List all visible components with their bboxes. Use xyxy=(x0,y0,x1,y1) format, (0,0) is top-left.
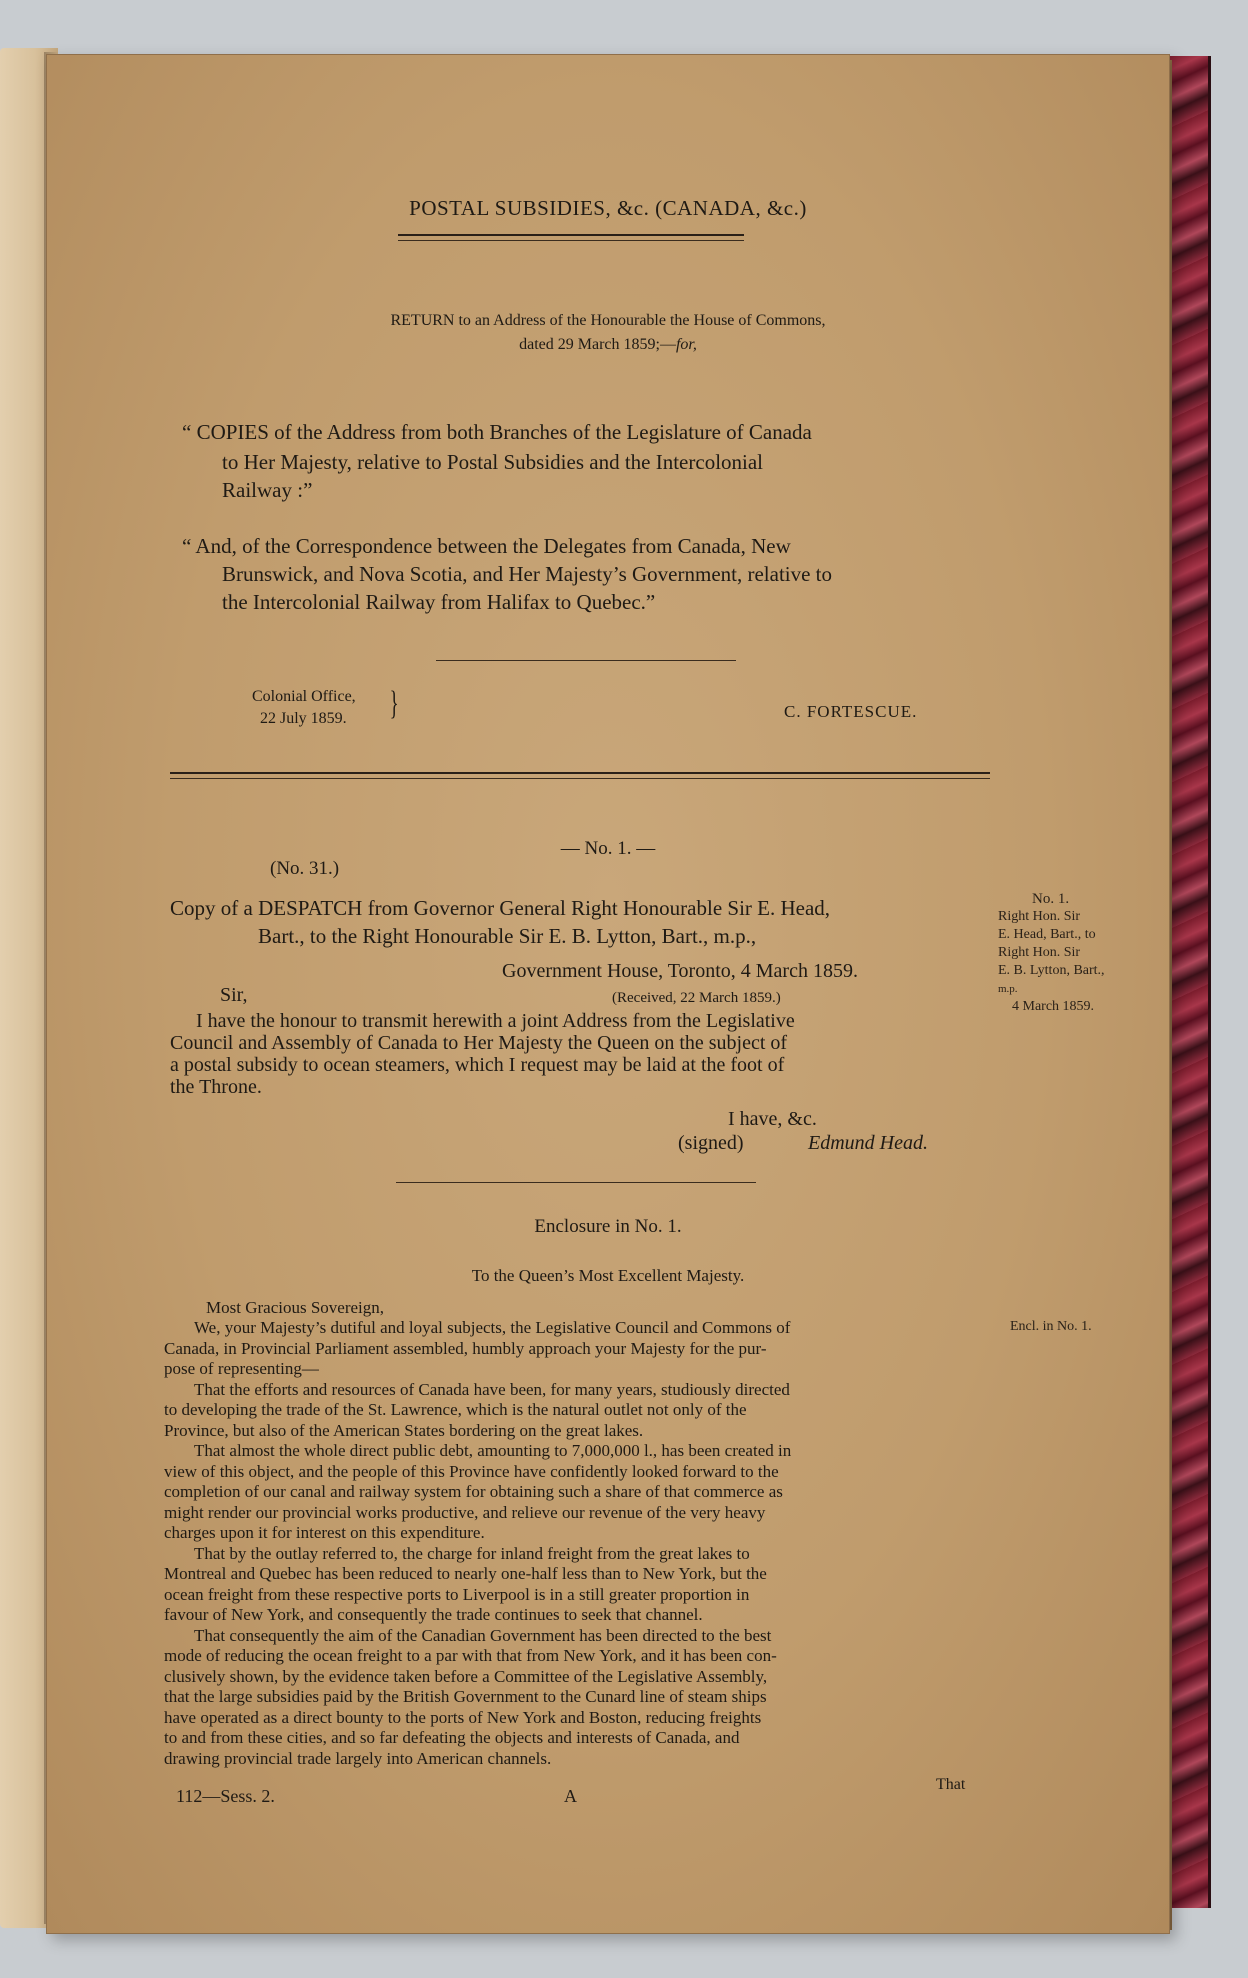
copies-para-2-line-1: “ And, of the Correspondence between the Delegates from Canada, New xyxy=(182,534,791,558)
enclosure-line: completion of our canal and railway system for obtaining such a share of that commerce as xyxy=(164,1482,783,1501)
enclosure-line: view of this object, and the people of this Province have confidently looked forward to the xyxy=(164,1461,779,1481)
enclosure-line: have operated as a direct bounty to the ports of New York and Boston, reducing freights xyxy=(164,1707,762,1727)
enclosure-line: mode of reducing the ocean freight to a par with that from New York, and it has been con- xyxy=(164,1646,777,1665)
enclosure-line: favour of New York, and consequently the trade continues to seek that channel. xyxy=(164,1605,703,1624)
enclosure-line: clusively shown, by the evidence taken before a Committee of the Legislative Assembly, xyxy=(164,1666,768,1686)
enclosure-heading: Enclosure in No. 1. xyxy=(534,1216,682,1237)
enclosure-line: ocean freight from these respective ports to Liverpool is in a still greater proportion in xyxy=(164,1584,750,1604)
footer-catchword: That xyxy=(936,1776,966,1793)
enclosure-line: that the large subsidies paid by the British Government to the Cunard line of steam ships xyxy=(164,1687,767,1706)
despatch-body-2: Council and Assembly of Canada to Her Majesty the Queen on the subject of xyxy=(170,1032,788,1054)
title-rule-bottom xyxy=(398,240,744,241)
copies-para-1-line-3: Railway :” xyxy=(222,478,313,502)
despatch-body-4: the Throne. xyxy=(170,1076,262,1098)
enclosure-line: drawing provincial trade largely into American channels. xyxy=(164,1748,552,1768)
document-page xyxy=(46,54,1170,1934)
enclosure-line: Montreal and Quebec has been reduced to nearly one-half less than to New York, but the xyxy=(164,1564,767,1583)
enclosure-line: charges upon it for interest on this expenditure. xyxy=(164,1523,485,1542)
enclosure-line: pose of representing— xyxy=(164,1359,319,1378)
margin-line: E. B. Lytton, Bart., xyxy=(998,963,1105,978)
title-rule-top xyxy=(398,234,744,236)
enclosure-divider xyxy=(396,1182,756,1183)
section-divider-short xyxy=(436,660,736,661)
copies-para-2-line-2: Brunswick, and Nova Scotia, and Her Majesty’s Government, relative to xyxy=(222,562,833,586)
footer-session: 112—Sess. 2. xyxy=(176,1786,275,1806)
margin-despatch xyxy=(998,890,1148,1016)
signoff-brace: } xyxy=(389,685,399,722)
return-date: dated 29 March 1859;— xyxy=(519,336,676,353)
margin-line: 4 March 1859. xyxy=(1012,999,1095,1014)
despatch-signed: (signed) xyxy=(678,1132,744,1154)
enclosure-to: To the Queen’s Most Excellent Majesty. xyxy=(471,1266,745,1285)
return-line-1: RETURN to an Address of the Honourable the House of Commons, xyxy=(390,312,826,329)
margin-line: E. Head, Bart., to xyxy=(998,927,1096,942)
despatch-closing: I have, &c. xyxy=(728,1108,817,1130)
copies-para-1-line-2: to Her Majesty, relative to Postal Subsidies and the Intercolonial xyxy=(222,450,764,474)
copies-para-1-line-1: “ COPIES of the Address from both Branches of the Legislature of Canada xyxy=(182,420,812,444)
enclosure-line: to developing the trade of the St. Lawrence, which is the natural outlet not only of the xyxy=(164,1400,747,1419)
enclosure-salutation: Most Gracious Sovereign, xyxy=(206,1298,385,1317)
signoff-date: 22 July 1859. xyxy=(260,710,347,727)
return-line-2 xyxy=(46,336,1170,354)
marbled-binding xyxy=(1168,56,1211,1908)
enclosure-body xyxy=(164,1318,994,1769)
despatch-body-3: a postal subsidy to ocean steamers, which I request may be laid at the foot of xyxy=(170,1054,785,1076)
despatch-body-1: I have the honour to transmit herewith a joint Address from the Legislative xyxy=(196,1010,795,1032)
signoff-office: Colonial Office, xyxy=(252,688,356,705)
margin-line: Right Hon. Sir xyxy=(998,909,1081,924)
document-title: POSTAL SUBSIDIES, &c. (CANADA, &c.) xyxy=(409,196,807,220)
enclosure-margin: Encl. in No. 1. xyxy=(1010,1319,1092,1334)
enclosure-line: That by the outlay referred to, the charge for inland freight from the great lakes to xyxy=(194,1543,750,1563)
signoff-name: C. FORTESCUE. xyxy=(784,702,918,721)
enclosure-line: might render our provincial works productive, and relieve our revenue of the very heavy xyxy=(164,1502,766,1522)
margin-line: Right Hon. Sir xyxy=(998,945,1081,960)
enclosure-line: We, your Majesty’s dutiful and loyal subjects, the Legislative Council and Commons of xyxy=(194,1318,791,1337)
despatch-ref: (No. 31.) xyxy=(270,858,340,879)
despatch-place: Government House, Toronto, 4 March 1859. xyxy=(502,960,858,982)
despatch-received: (Received, 22 March 1859.) xyxy=(612,990,781,1006)
copies-para-2-line-3: the Intercolonial Railway from Halifax to Quebec.” xyxy=(222,590,656,614)
despatch-salutation: Sir, xyxy=(220,984,248,1006)
margin-line: No. 1. xyxy=(1032,891,1070,907)
enclosure-line: Province, but also of the American States bordering on the great lakes. xyxy=(164,1420,644,1440)
number-heading: — No. 1. — xyxy=(560,838,656,859)
despatch-heading-line-1: Copy of a DESPATCH from Governor General Right Honourable Sir E. Head, xyxy=(170,896,831,920)
margin-line: m.p. xyxy=(998,983,1018,995)
return-for: for, xyxy=(675,336,697,353)
enclosure-line: Canada, in Provincial Parliament assembled, humbly approach your Majesty for the pur- xyxy=(164,1338,767,1358)
despatch-heading-line-2: Bart., to the Right Honourable Sir E. B. Lytton, Bart., m.p., xyxy=(258,924,757,948)
enclosure-line: That consequently the aim of the Canadian Government has been directed to the best xyxy=(194,1625,772,1645)
footer-signature-mark: A xyxy=(564,1786,577,1806)
enclosure-line: That the efforts and resources of Canada have been, for many years, studiously directed xyxy=(194,1379,790,1399)
enclosure-line: to and from these cities, and so far defeating the objects and interests of Canada, and xyxy=(164,1728,740,1747)
double-rule-bottom xyxy=(170,778,990,779)
enclosure-line: That almost the whole direct public debt, amounting to 7,000,000 l., has been created in xyxy=(194,1441,792,1460)
despatch-signer: Edmund Head. xyxy=(808,1132,928,1154)
double-rule-top xyxy=(170,772,990,774)
